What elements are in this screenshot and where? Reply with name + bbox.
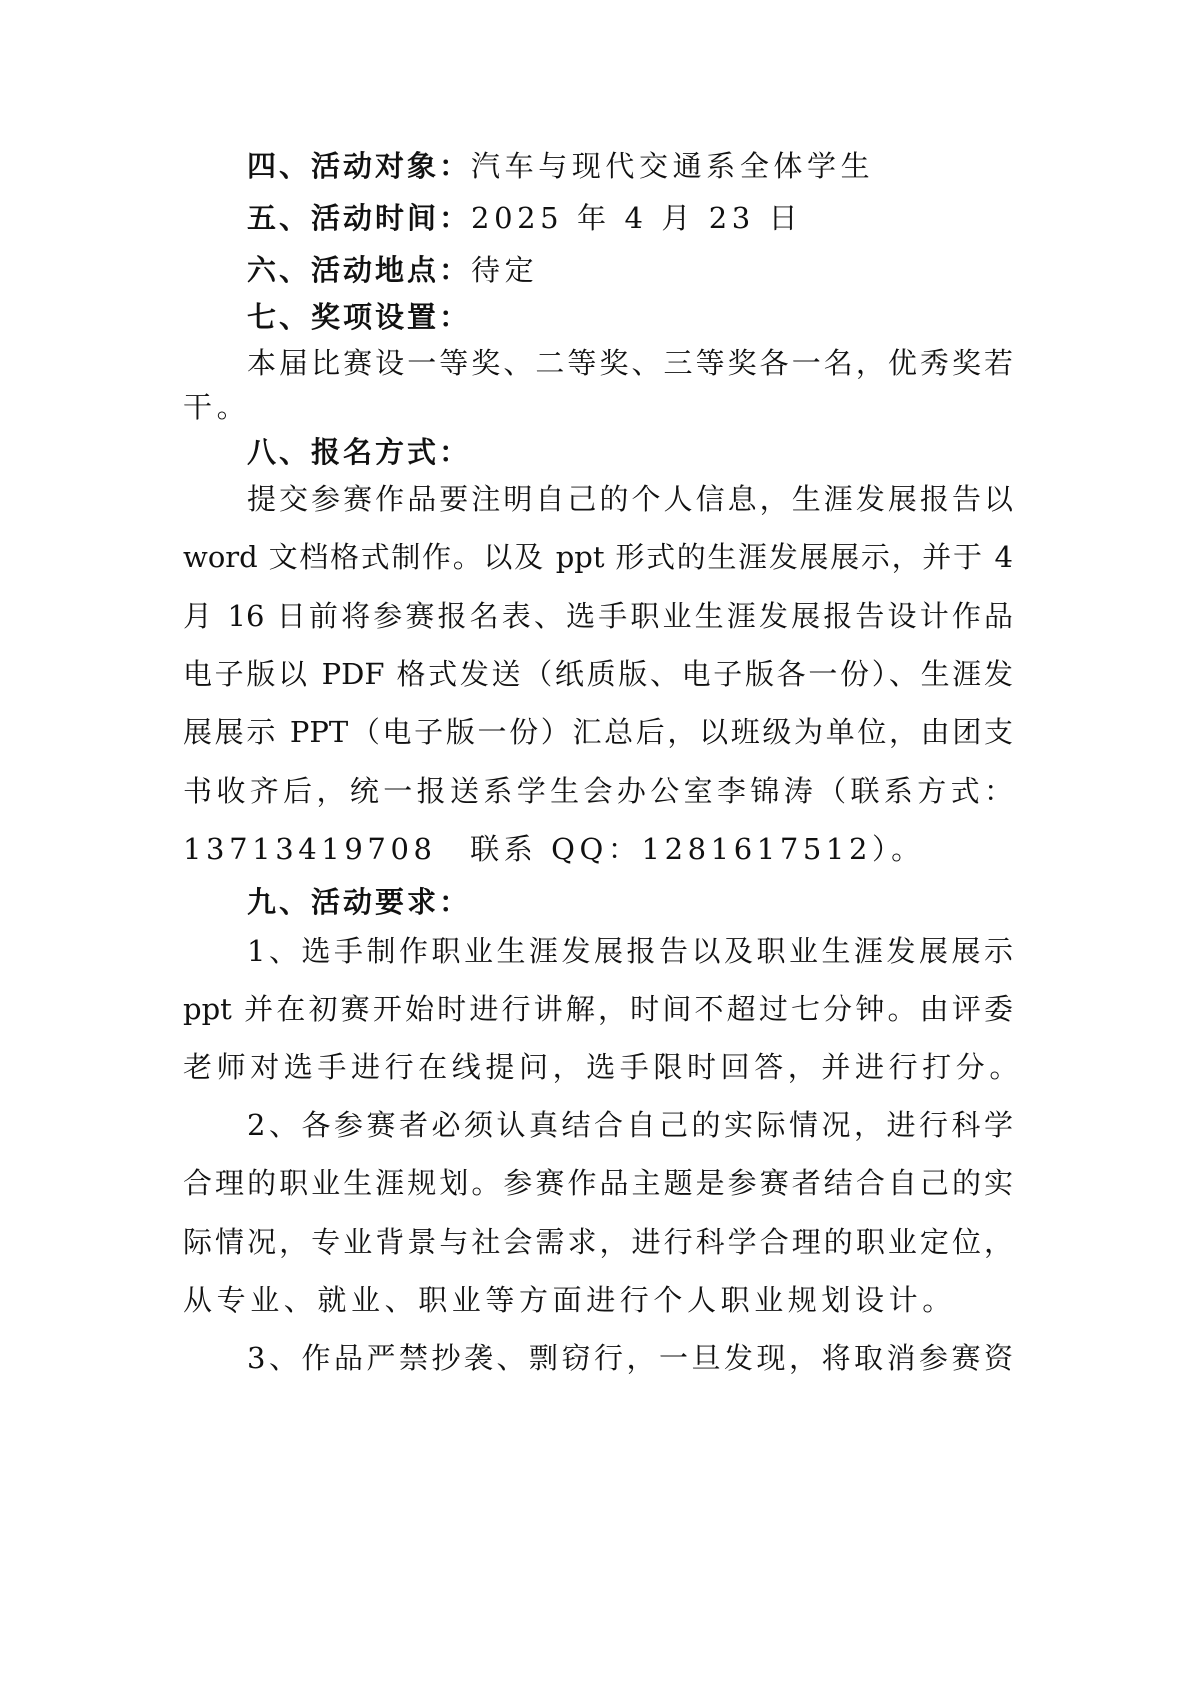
requirement-1-line: 老师对选手进行在线提问，选手限时回答，并进行打分。 xyxy=(183,1050,1024,1084)
requirement-2-line: 2、各参赛者必须认真结合自己的实际情况，进行科学 xyxy=(247,1108,1013,1142)
section-label: 九、活动要求： xyxy=(247,885,472,919)
signup-contact-line: 13713419708 联系 QQ：1281617512）。 xyxy=(183,832,925,866)
requirement-3-line: 3、作品严禁抄袭、剽窃行，一旦发现，将取消参赛资 xyxy=(247,1341,1013,1375)
section-target-audience xyxy=(247,146,1013,186)
section-activity-location xyxy=(247,250,1013,290)
signup-paragraph-line: word 文档格式制作。以及 ppt 形式的生涯发展展示，并于 4 xyxy=(183,540,1013,574)
section-awards-heading xyxy=(247,297,1013,337)
section-label: 五、活动时间： xyxy=(247,201,472,235)
signup-paragraph-line: 电子版以 PDF 格式发送（纸质版、电子版各一份）、生涯发 xyxy=(183,657,1013,691)
section-value: 待定 xyxy=(471,253,539,287)
signup-paragraph-line: 书收齐后，统一报送系学生会办公室李锦涛（联系方式： xyxy=(183,774,1013,808)
section-label: 七、奖项设置： xyxy=(247,300,472,334)
signup-paragraph-line: 月 16 日前将参赛报名表、选手职业生涯发展报告设计作品 xyxy=(183,599,1013,633)
section-label: 六、活动地点： xyxy=(247,253,472,287)
section-label: 八、报名方式： xyxy=(247,435,472,469)
section-value: 2025 年 4 月 23 日 xyxy=(471,201,803,235)
section-requirements-heading xyxy=(247,882,1013,922)
section-value: 汽车与现代交通系全体学生 xyxy=(471,149,875,183)
requirement-1-line: 1、选手制作职业生涯发展报告以及职业生涯发展展示 xyxy=(247,934,1013,968)
requirement-1-line: ppt 并在初赛开始时进行讲解，时间不超过七分钟。由评委 xyxy=(183,992,1013,1026)
awards-paragraph-line: 干。 xyxy=(183,390,251,424)
signup-paragraph-line: 展展示 PPT（电子版一份）汇总后，以班级为单位，由团支 xyxy=(183,715,1013,749)
section-activity-time xyxy=(247,198,1013,238)
awards-paragraph-line: 本届比赛设一等奖、二等奖、三等奖各一名，优秀奖若 xyxy=(247,346,1013,380)
section-signup-heading xyxy=(247,432,1013,472)
requirement-2-line: 从专业、就业、职业等方面进行个人职业规划设计。 xyxy=(183,1283,956,1317)
signup-paragraph-line: 提交参赛作品要注明自己的个人信息，生涯发展报告以 xyxy=(247,482,1013,516)
section-label: 四、活动对象： xyxy=(247,149,472,183)
requirement-2-line: 合理的职业生涯规划。参赛作品主题是参赛者结合自己的实 xyxy=(183,1166,1013,1200)
requirement-2-line: 际情况，专业背景与社会需求，进行科学合理的职业定位， xyxy=(183,1225,1013,1259)
